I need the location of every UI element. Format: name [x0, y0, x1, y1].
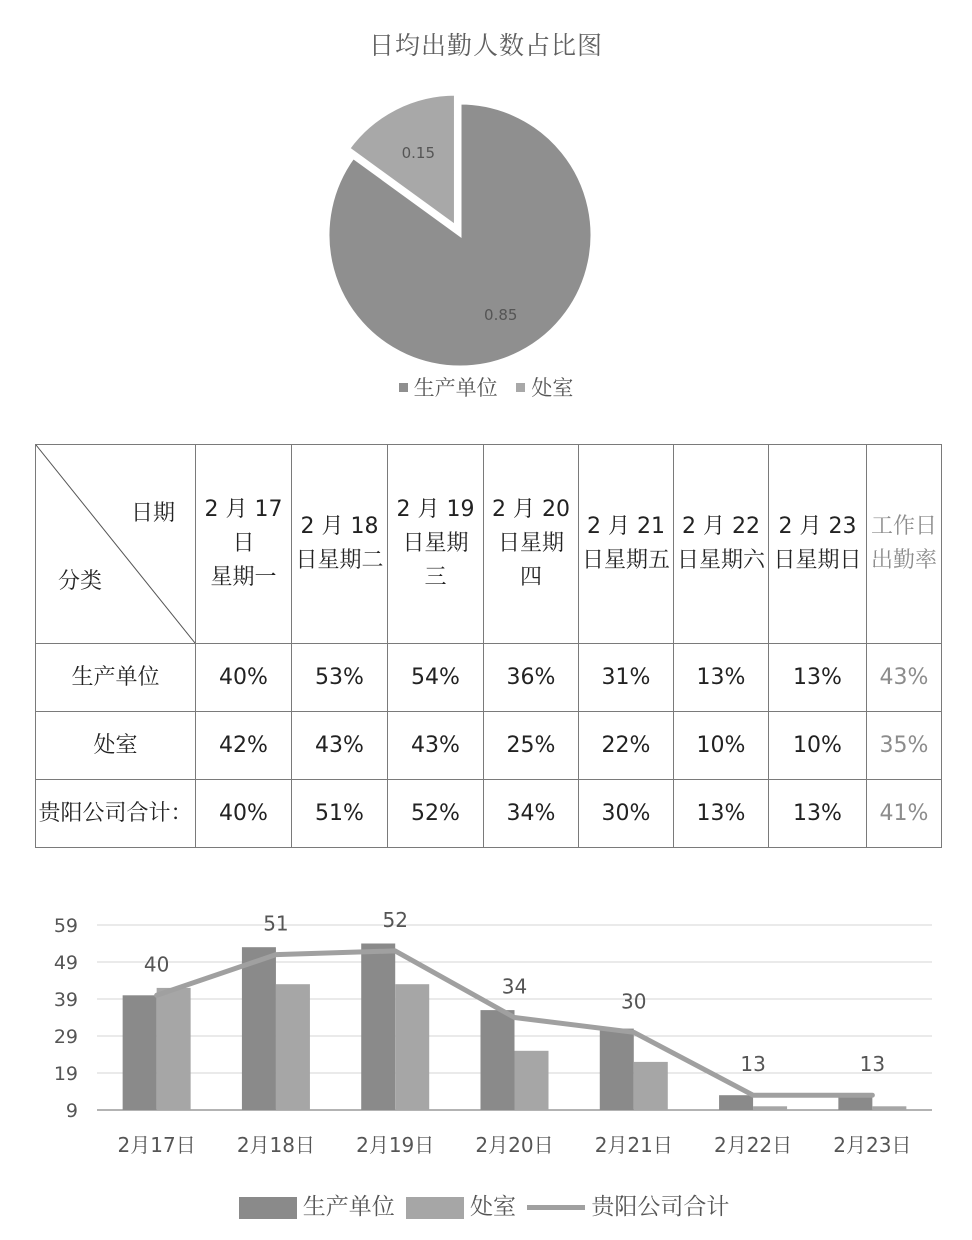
table-cell: 36% [484, 644, 579, 712]
header-line: 日星期日 [773, 548, 862, 573]
attendance-table [35, 444, 942, 848]
x-tick-label: 2月23日 [833, 1133, 912, 1157]
legend-item-office [406, 1194, 516, 1220]
table-cell: 34% [484, 780, 579, 848]
y-tick-label: 19 [53, 1063, 78, 1085]
table-cell: 13% [674, 644, 769, 712]
line-data-label: 13 [859, 1052, 886, 1077]
y-tick-label: 49 [53, 952, 78, 974]
table-row [36, 780, 942, 848]
bar-office [276, 984, 310, 1110]
combo-chart [0, 890, 972, 1180]
table-row [36, 644, 942, 712]
header-line: 2 月 23 [778, 514, 857, 539]
header-line: 出勤率 [870, 548, 937, 573]
header-line: 2 月 20 [492, 497, 570, 522]
header-line: 2 月 19 [396, 497, 475, 522]
legend-item-total [527, 1194, 729, 1220]
table-cell: 53% [292, 644, 388, 712]
pie-chart [300, 80, 630, 370]
table-cell: 31% [579, 644, 674, 712]
header-line: 星期一 [210, 565, 277, 590]
table-cell: 10% [674, 712, 769, 780]
table-cell: 25% [484, 712, 579, 780]
legend-swatch-production [239, 1197, 297, 1219]
x-tick-label: 2月22日 [713, 1133, 793, 1157]
row-label: 贵阳公司合计： [36, 780, 196, 848]
x-tick-label: 2月20日 [475, 1133, 554, 1157]
header-cell-feb17 [196, 445, 292, 644]
table-cell: 13% [769, 780, 867, 848]
table-corner-cell [36, 445, 196, 644]
pie-slice-label: 0.15 [401, 144, 436, 163]
table-row [36, 712, 942, 780]
header-line: 2 月 22 [682, 514, 760, 539]
pie-legend [0, 372, 972, 402]
table-cell: 10% [769, 712, 867, 780]
header-line: 2 月 18 [300, 514, 379, 539]
header-line: 2 月 17 [204, 497, 283, 522]
rate-cell: 35% [867, 712, 942, 780]
header-cell-feb19 [388, 445, 484, 644]
header-cell-feb18 [292, 445, 388, 644]
line-data-label: 40 [143, 952, 170, 977]
table-cell: 54% [388, 644, 484, 712]
bar-office [395, 984, 429, 1110]
table-header-row [36, 445, 942, 644]
combo-chart-legend [0, 1188, 972, 1221]
pie-legend-swatch-production [399, 383, 408, 392]
bar-production [361, 944, 395, 1111]
y-tick-label: 29 [53, 1026, 78, 1048]
table-cell: 40% [196, 780, 292, 848]
header-line: 日星期六 [676, 548, 765, 573]
row-label: 生产单位 [36, 644, 196, 712]
table-cell: 13% [674, 780, 769, 848]
bar-production [481, 1010, 515, 1110]
bar-production [600, 1029, 634, 1110]
legend-line-total [527, 1205, 585, 1210]
bar-office [872, 1106, 906, 1110]
table-cell: 43% [388, 712, 484, 780]
header-line: 日星期 [497, 531, 564, 556]
line-data-label: 52 [382, 907, 408, 932]
pie-legend-swatch-office [516, 383, 525, 392]
corner-label-date: 日期 [130, 501, 175, 526]
header-cell-feb21 [579, 445, 674, 644]
header-line: 四 [519, 565, 542, 590]
header-line: 日星期五 [581, 548, 670, 573]
header-cell-feb20 [484, 445, 579, 644]
legend-label-total: 贵阳公司合计 [591, 1194, 730, 1220]
x-tick-label: 2月19日 [356, 1133, 435, 1157]
corner-label-category: 分类 [58, 569, 103, 594]
legend-label-office: 处室 [470, 1194, 516, 1220]
legend-item-production [239, 1194, 395, 1220]
pie-legend-label-office: 处室 [531, 376, 574, 400]
bar-production [242, 947, 276, 1110]
legend-swatch-office [406, 1197, 464, 1219]
x-tick-label: 2月18日 [236, 1133, 316, 1157]
table-cell: 13% [769, 644, 867, 712]
y-tick-label: 39 [53, 989, 78, 1011]
bar-office [753, 1106, 787, 1110]
bar-office [515, 1051, 549, 1110]
pie-legend-item-office [516, 376, 573, 400]
x-tick-label: 2月21日 [594, 1133, 673, 1157]
pie-legend-label-production: 生产单位 [413, 376, 498, 400]
bar-office [634, 1062, 668, 1110]
pie-slice-label: 0.85 [484, 305, 518, 324]
rate-cell: 41% [867, 780, 942, 848]
table-cell: 52% [388, 780, 484, 848]
x-tick-label: 2月17日 [117, 1133, 196, 1157]
y-tick-label: 9 [65, 1100, 78, 1122]
header-line: 日星期二 [295, 548, 384, 573]
table-cell: 43% [292, 712, 388, 780]
corner-diagonal-line [36, 445, 195, 643]
legend-label-production: 生产单位 [302, 1194, 395, 1220]
pie-legend-item-production [399, 376, 498, 400]
header-cell-attendance-rate [867, 445, 942, 644]
table-cell: 30% [579, 780, 674, 848]
header-line: 日星期 [402, 531, 469, 556]
row-label: 处室 [36, 712, 196, 780]
table-cell: 42% [196, 712, 292, 780]
y-tick-label: 59 [53, 915, 78, 937]
header-cell-feb23 [769, 445, 867, 644]
header-line: 日 [232, 531, 255, 556]
line-data-label: 30 [621, 989, 647, 1014]
header-line: 工作日 [870, 514, 937, 539]
pie-chart-title: 日均出勤人数占比图 [368, 31, 603, 60]
rate-cell: 43% [867, 644, 942, 712]
bar-office [157, 988, 191, 1110]
line-data-label: 51 [263, 911, 289, 936]
table-cell: 22% [579, 712, 674, 780]
table-cell: 40% [196, 644, 292, 712]
bar-production [719, 1095, 753, 1110]
header-cell-feb22 [674, 445, 769, 644]
bar-production [123, 995, 157, 1110]
line-data-label: 13 [740, 1052, 766, 1077]
header-line: 三 [424, 565, 447, 590]
line-data-label: 34 [501, 974, 528, 999]
table-cell: 51% [292, 780, 388, 848]
header-line: 2 月 21 [587, 514, 665, 539]
